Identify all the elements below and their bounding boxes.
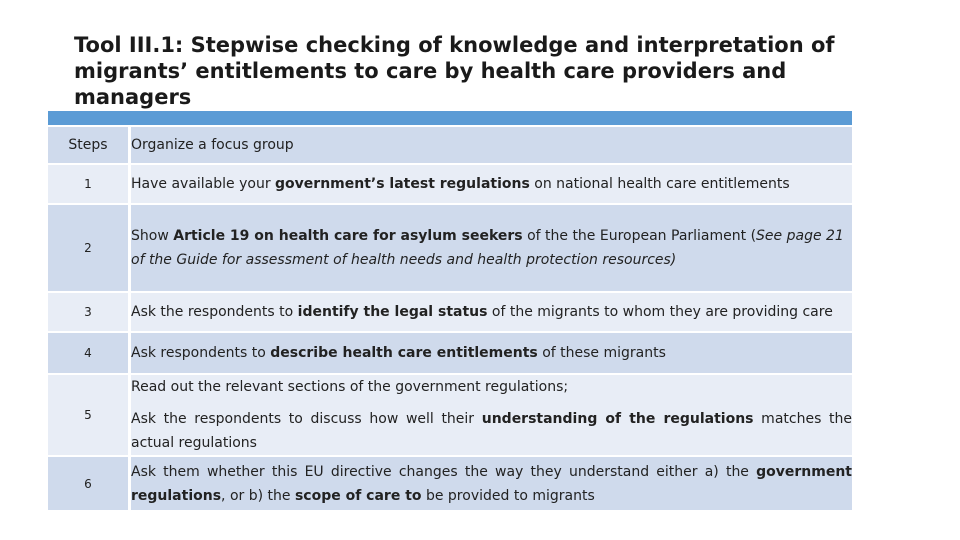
step-text: Ask them whether this EU directive changes the way they understand either a) the government regulations, or b) the scope of care to be provided to migrants — [130, 456, 853, 510]
step-number: 4 — [48, 332, 130, 374]
table-row — [48, 332, 852, 374]
page-title: Tool III.1: Stepwise checking of knowledge and interpretation of migrants’ entitlements to care by health care providers and managers — [74, 33, 835, 109]
table-header-row — [48, 126, 852, 164]
table-row — [48, 456, 852, 510]
step-number: 6 — [48, 456, 130, 510]
step-text-line: Ask the respondents to discuss how well their understanding of the regulations matches the actual regulations — [131, 411, 853, 451]
step-text — [130, 374, 853, 456]
step-number: 5 — [48, 374, 130, 456]
steps-table — [48, 125, 852, 510]
table-row — [48, 374, 852, 456]
step-number: 1 — [48, 164, 130, 204]
step-text: Ask the respondents to identify the legal status of the migrants to whom they are providing care — [130, 292, 853, 332]
steps-column-header: Steps — [48, 126, 130, 164]
spacer — [131, 399, 852, 407]
step-text: Show Article 19 on health care for asylum seekers of the the European Parliament (See page 21 of the Guide for assessment of health needs and health protection resources) — [130, 204, 853, 292]
table-row — [48, 204, 852, 292]
step-text: Ask respondents to describe health care entitlements of these migrants — [130, 332, 853, 374]
step-number: 2 — [48, 204, 130, 292]
table-header-bar — [48, 111, 852, 125]
table-row — [48, 164, 852, 204]
table-row — [48, 292, 852, 332]
step-text: Have available your government’s latest regulations on national health care entitlements — [130, 164, 853, 204]
header-text: Organize a focus group — [130, 126, 853, 164]
step-text-line: Read out the relevant sections of the government regulations; — [131, 379, 569, 395]
step-number: 3 — [48, 292, 130, 332]
